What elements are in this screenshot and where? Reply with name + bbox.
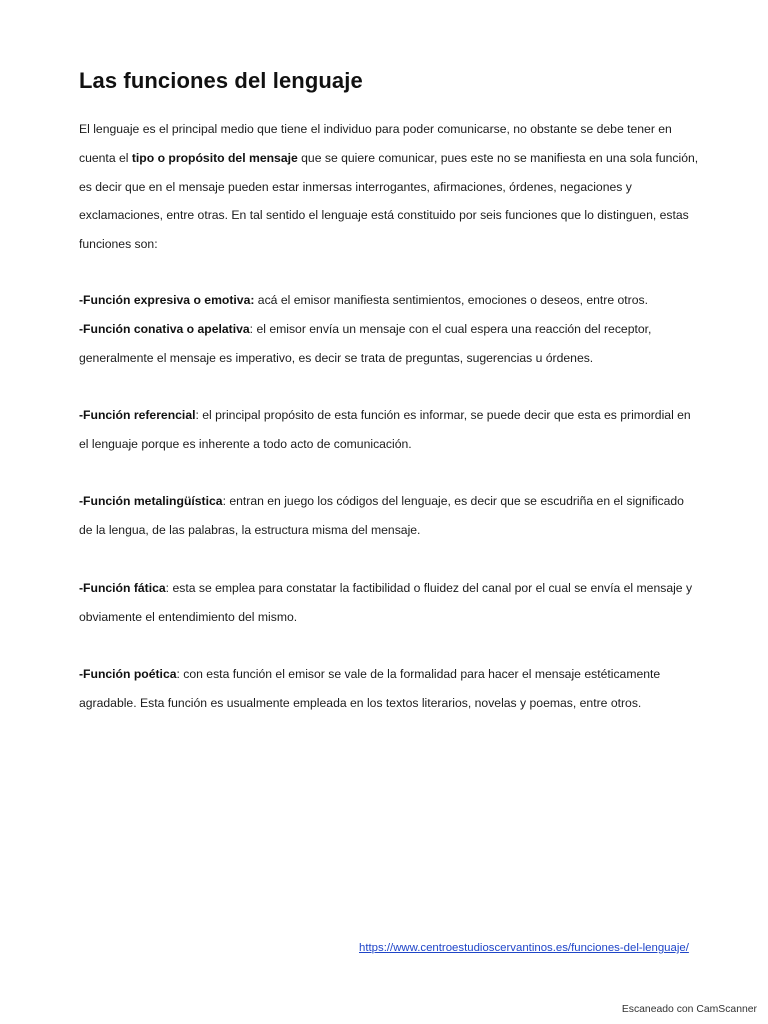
function-item-conativa	[79, 315, 699, 373]
function-description: acá el emisor manifiesta sentimientos, emociones o deseos, entre otros.	[254, 293, 648, 307]
function-item-metalinguistica	[79, 487, 699, 545]
function-item-referencial	[79, 401, 699, 459]
scanner-watermark: Escaneado con CamScanner	[621, 1004, 757, 1015]
intro-bold-text: tipo o propósito del mensaje	[131, 150, 298, 165]
function-item-fatica	[79, 574, 699, 632]
source-link[interactable]: https://www.centroestudioscervantinos.es/funciones-del-lenguaje/	[359, 942, 689, 954]
function-description: : entran en juego los códigos del lenguaje, es decir que se escudriña en el significado de la lengua, de las palabras, la estructura misma del mensaje.	[79, 494, 684, 537]
intro-text-1: El lenguaje es el principal medio que tiene el individuo para poder comunicarse, no obstante se debe tener en cuenta el	[79, 122, 672, 165]
function-item-expresiva	[79, 286, 699, 315]
function-description: : esta se emplea para constatar la factibilidad o fluidez del canal por el cual se envía el mensaje y obviamente el entendimiento del mismo.	[79, 581, 693, 624]
function-description: : con esta función el emisor se vale de la formalidad para hacer el mensaje estéticamente agradable. Esta función es usualmente empleada en los textos literarios, novelas y poemas, entre otros.	[79, 667, 661, 710]
intro-text-2: que se quiere comunicar, pues este no se manifiesta en una sola función, es decir que en el mensaje pueden estar inmersas interrogantes, afirmaciones, órdenes, negaciones y exclamaciones, entre otras. En tal sentido el lenguaje está constituido por seis funciones que lo distinguen, estas funciones son:	[79, 150, 699, 252]
function-item-poetica	[79, 660, 699, 718]
functions-group-1	[79, 286, 699, 372]
function-name: -Función conativa o apelativa	[79, 321, 250, 336]
intro-paragraph	[79, 115, 699, 259]
function-name: -Función expresiva o emotiva:	[79, 293, 255, 307]
page-title: Las funciones del lenguaje	[79, 68, 363, 93]
function-name: -Función referencial	[79, 408, 196, 422]
function-name: -Función fática	[79, 581, 166, 595]
function-name: -Función metalingüística	[79, 494, 223, 508]
function-name: -Función poética	[79, 667, 177, 681]
function-description: : el emisor envía un mensaje con el cual espera una reacción del receptor, generalmente el mensaje es imperativo, es decir se trata de preguntas, sugerencias u órdenes.	[79, 321, 652, 365]
function-description: : el principal propósito de esta función es informar, se puede decir que esta es primordial en el lenguaje porque es inherente a todo acto de comunicación.	[79, 408, 691, 451]
